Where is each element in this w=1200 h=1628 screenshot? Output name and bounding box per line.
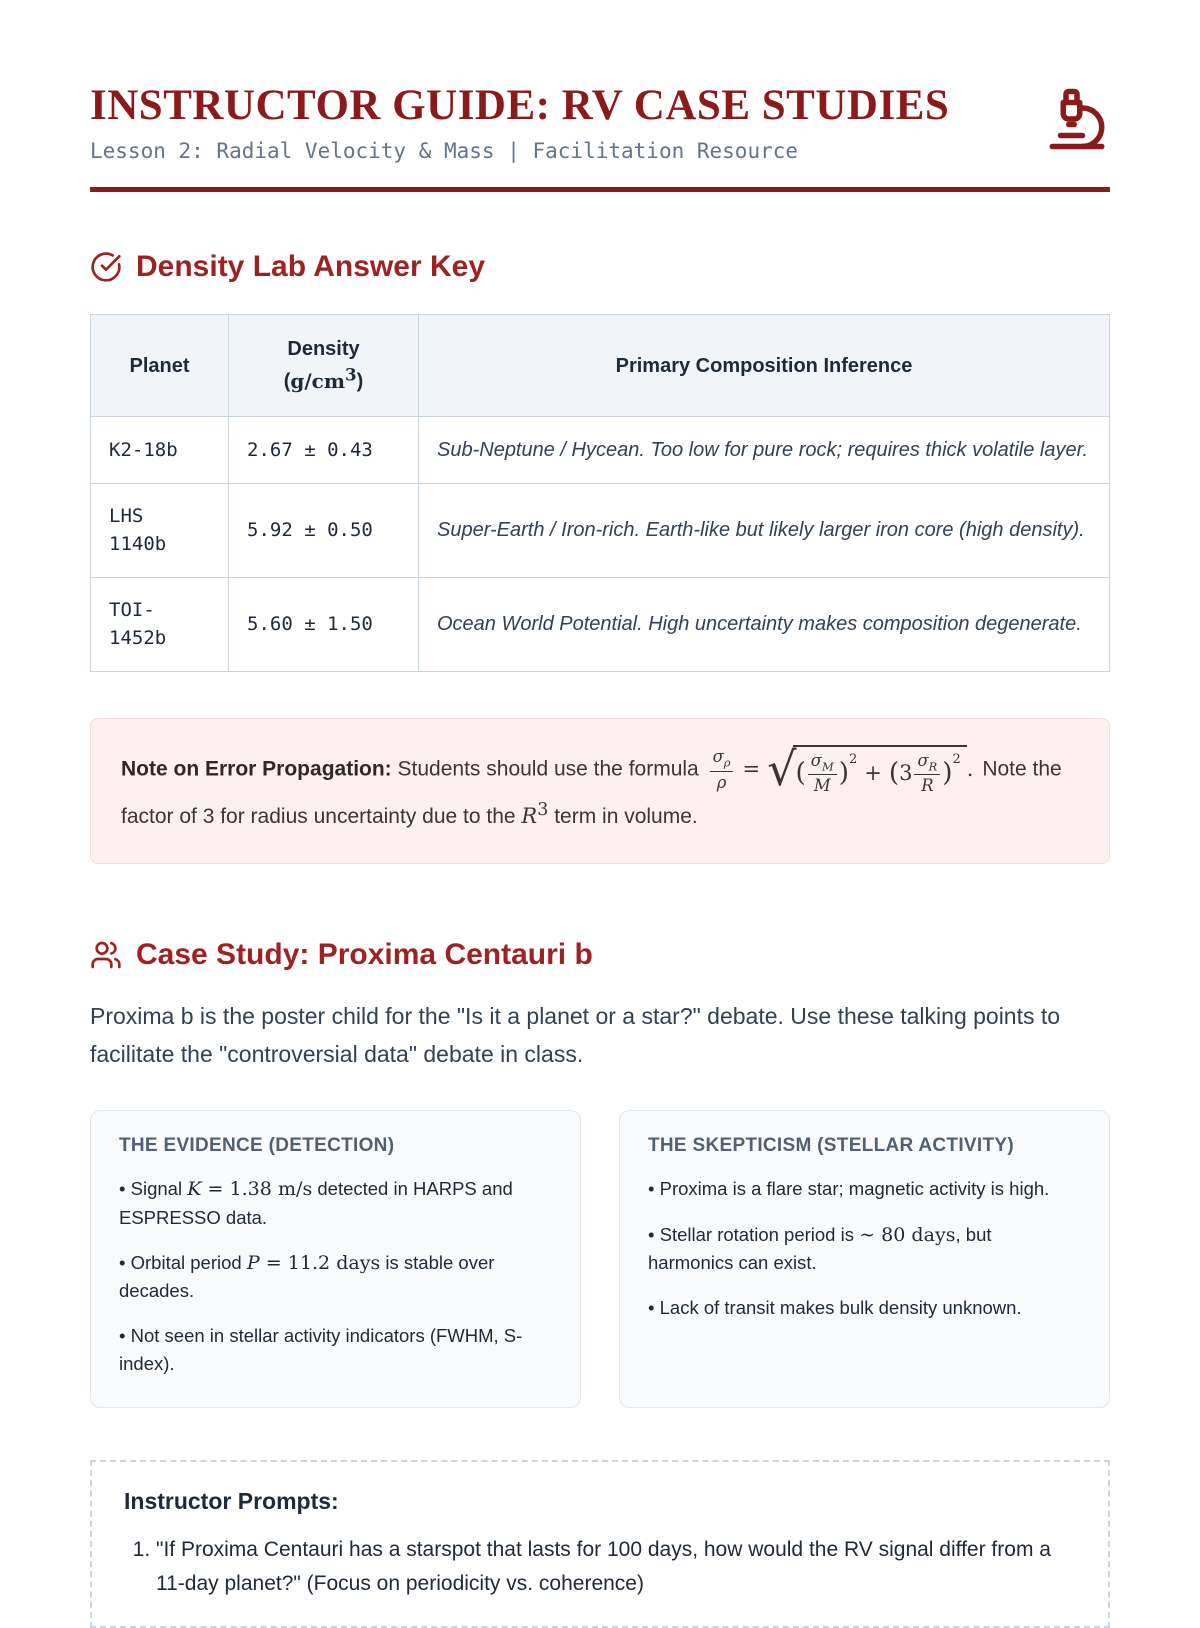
density-table-header-row <box>91 315 1110 417</box>
table-row <box>91 416 1110 483</box>
evidence-card-heading: THE EVIDENCE (DETECTION) <box>119 1135 395 1157</box>
r-cubed-term: R <box>521 804 538 829</box>
density-cell: 5.92 ± 0.50 <box>229 483 419 577</box>
inference-cell: Ocean World Potential. High uncertainty makes composition degenerate. <box>419 577 1110 671</box>
prompts-list <box>124 1533 1076 1600</box>
density-table <box>90 314 1110 672</box>
table-row <box>91 483 1110 577</box>
error-propagation-formula: $\frac{\sigma_\rho}{\rho}$ = √ ( $\frac{\sigma_M}{M}$ ) $^2$ + ( 3 $\frac{\sigma_R}{R}$ ) $^2$ . <box>708 745 974 794</box>
skepticism-bullet-list <box>648 1175 1081 1323</box>
note-label: Note on Error Propagation: <box>121 757 392 781</box>
check-circle-icon <box>90 251 122 283</box>
microscope-icon <box>1044 86 1110 157</box>
list-item: • Signal K = 1.38 m/s detected in HARPS and ESPRESSO data. <box>119 1175 552 1231</box>
inference-cell: Sub-Neptune / Hycean. Too low for pure rock; requires thick volatile layer. <box>419 416 1110 483</box>
list-item: • Proxima is a flare star; magnetic activity is high. <box>648 1175 1081 1204</box>
list-item: • Stellar rotation period is ∼ 80 days, but harmonics can exist. <box>648 1221 1081 1277</box>
planet-cell: K2-18b <box>91 416 229 483</box>
note-text-line2-end: term in volume. <box>554 805 698 829</box>
page-title: INSTRUCTOR GUIDE: RV CASE STUDIES <box>90 82 950 129</box>
col-header-planet: Planet <box>91 315 229 417</box>
note-text-before: Students should use the formula <box>397 757 699 781</box>
density-cell: 2.67 ± 0.43 <box>229 416 419 483</box>
case-study-heading <box>90 938 1110 972</box>
case-study-intro: Proxima b is the poster child for the "Is it a planet or a star?" debate. Use these talking points to facilitate the "controversial data" debate in class. <box>90 1003 1061 1068</box>
page-subtitle: Lesson 2: Radial Velocity & Mass | Facilitation Resource <box>90 139 799 164</box>
error-propagation-note: Note on Error Propagation: Students should use the formula $\frac{\sigma_\rho}{\rho}$ = √ ( $\frac{\sigma_M}{M}$ ) $^2$ + ( 3 $\frac{\sigma_R}{R}$ ) $^2$ . Note the factor of 3 for radius uncertainty due to the $R^3$ term in volume. <box>90 718 1110 864</box>
list-item: • Lack of transit makes bulk density unknown. <box>648 1294 1081 1323</box>
page-header <box>90 82 1110 163</box>
case-study-section <box>90 938 1110 1628</box>
density-section-heading-label: Density Lab Answer Key <box>136 250 485 284</box>
users-icon <box>90 939 122 971</box>
prompts-heading: Instructor Prompts: <box>124 1488 339 1515</box>
case-study-heading-label: Case Study: Proxima Centauri b <box>136 938 593 972</box>
instructor-guide-page <box>90 0 1110 1628</box>
planet-cell: LHS 1140b <box>91 483 229 577</box>
header-divider <box>90 187 1110 192</box>
list-item: 1. "If Proxima Centauri has a starspot that lasts for 100 days, how would the RV signal differ from a 11-day planet?" (Focus on periodicity vs. coherence) <box>156 1533 1076 1600</box>
col-header-density: Density $(g/cm^3)$ <box>229 315 419 417</box>
evidence-card <box>90 1110 581 1408</box>
list-item: • Not seen in stellar activity indicators (FWHM, S-index). <box>119 1322 552 1378</box>
density-section-heading <box>90 250 1110 284</box>
table-row <box>91 577 1110 671</box>
radical-sign: √ <box>767 742 797 797</box>
header-text-block <box>90 82 949 163</box>
inference-cell: Super-Earth / Iron-rich. Earth-like but likely larger iron core (high density). <box>419 483 1110 577</box>
planet-cell: TOI-1452b <box>91 577 229 671</box>
talking-points-cards <box>90 1110 1110 1408</box>
skepticism-card <box>619 1110 1110 1408</box>
list-item: • Orbital period P = 11.2 days is stable over decades. <box>119 1249 552 1305</box>
instructor-prompts-box <box>90 1460 1110 1628</box>
col-header-inference: Primary Composition Inference <box>419 315 1110 417</box>
density-lab-section <box>90 250 1110 864</box>
skepticism-card-heading: THE SKEPTICISM (STELLAR ACTIVITY) <box>648 1135 1014 1157</box>
evidence-bullet-list <box>119 1175 552 1378</box>
note-text-line2: Note the factor of 3 for radius uncertainty due to the <box>121 757 1062 829</box>
density-cell: 5.60 ± 1.50 <box>229 577 419 671</box>
